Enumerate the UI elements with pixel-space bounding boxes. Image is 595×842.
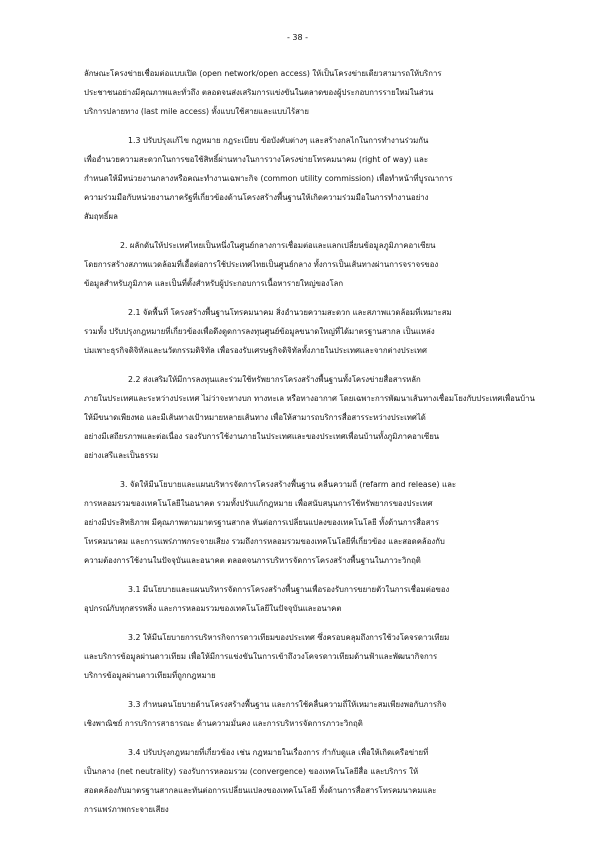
paragraph-open-network: ลักษณะโครงข่ายเชื่อมต่อแบบเปิด (open network/open access) ให้เป็นโครงข่ายเดียวสามารถให้บริการ ประชาชนอย่างมีคุณภาพและทั่วถึง ตลอดจนส่งเสริมการแข่งขันในตลาดของผู้ประกอบการรายใหม่ในส่วน บริการปลายทาง (last mile access) ทั้งแบบใช้สายและแบบไร้สาย — [84, 69, 442, 116]
paragraph-1-3: 1.3 ปรับปรุงแก้ไข กฎหมาย กฎระเบียบ ข้อบังคับต่างๆ และสร้างกลไกในการทำงานร่วมกัน เพื่ออำนวยความสะดวกในการขอใช้สิทธิ์ผ่านทางในการวางโครงข่ายโทรคมนาคม (right of way) และ กำหนดให้มีหน่วยงานกลางหรือคณะทำงานเฉพาะกิจ (common utility commission) เพื่อทำหน้าที่บูรณาการ ความร่วมมือกับหน่วยงานภาครัฐที่เกี่ยวข้องด้านโครงสร้างพื้นฐานให้เกิดความร่วมมือในการทำงานอย่าง สัมฤทธิ์ผล — [84, 136, 453, 221]
paragraph-2: 2. ผลักดันให้ประเทศไทยเป็นหนึ่งในศูนย์กลางการเชื่อมต่อและแลกเปลี่ยนข้อมูลภูมิภาคอาเซียน โดยการสร้างสภาพแวดล้อมที่เอื้อต่อการใช้ประเทศไทยเป็นศูนย์กลาง ทั้งการเป็นเส้นทางผ่านการจราจรของ ข้อมูลสำหรับภูมิภาค และเป็นที่ตั้งสำหรับผู้ประกอบการเนื้อหารายใหญ่ของโลก — [84, 241, 439, 288]
paragraph-3: 3. จัดให้มีนโยบายและแผนบริหารจัดการโครงสร้างพื้นฐาน คลื่นความถี่ (refarm and release) และ การหลอมรวมของเทคโนโลยีในอนาคต รวมทั้งปรับแก้กฎหมาย เพื่อสนับสนุนการใช้ทรัพยากรของประเทศ อย่างมีประสิทธิภาพ มีคุณภาพตามมาตรฐานสากล ทันต่อการเปลี่ยนแปลงของเทคโนโลยี ทั้งด้านการสื่อสาร โทรคมนาคม และการแพร่ภาพกระจายเสียง รวมถึงการหลอมรวมของเทคโนโลยีที่เกี่ยวข้อง และสอดคล้องกับ ความต้องการใช้งานในปัจจุบันและอนาคต ตลอดจนการบริหารจัดการโครงสร้างพื้นฐานในภาวะวิกฤติ — [84, 480, 457, 565]
paragraph-2-2: 2.2 ส่งเสริมให้มีการลงทุนและร่วมใช้ทรัพยากรโครงสร้างพื้นฐานทั้งโครงข่ายสื่อสารหลัก ภายในประเทศและระหว่างประเทศ ไม่ว่าจะทางบก ทางทะเล หรือทางอากาศ โดยเฉพาะการพัฒนาเส้นทางเชื่อมโยงกับประเทศเพื่อนบ้าน ให้มีขนาดเพียงพอ และมีเส้นทางเป้าหมายหลายเส้นทาง เพื่อให้สามารถบริการสื่อสารระหว่างประเทศได้ อย่างมีเสถียรภาพและต่อเนื่อง รองรับการใช้งานภายในประเทศและของประเทศเพื่อนบ้านทั้งภูมิภาคอาเซียน อย่างเสรีและเป็นธรรม — [84, 375, 535, 460]
paragraph-3-4: 3.4 ปรับปรุงกฎหมายที่เกี่ยวข้อง เช่น กฎหมายในเรื่องการ กำกับดูแล เพื่อให้เกิดเครือข่ายที่ เป็นกลาง (net neutrality) รองรับการหลอมรวม (convergence) ของเทคโนโลยีสื่อ และบริการ ให้ สอดคล้องกับมาตรฐานสากลและทันต่อการเปลี่ยนแปลงของเทคโนโลยี ทั้งด้านการสื่อสารโทรคมนาคมและ การแพร่ภาพกระจายเสียง — [84, 748, 437, 814]
paragraph-3-2: 3.2 ให้มีนโยบายการบริหารกิจการดาวเทียมของประเทศ ซึ่งครอบคลุมถึงการใช้วงโคจรดาวเทียม และบริการข้อมูลผ่านดาวเทียม เพื่อให้มีการแข่งขันในการเข้าถึงวงโคจรดาวเทียมด้านฟ้าและพัฒนากิจการ บริการข้อมูลผ่านดาวเทียมที่ถูกกฎหมาย — [84, 633, 450, 680]
paragraph-3-3: 3.3 กำหนดนโยบายด้านโครงสร้างพื้นฐาน และการใช้คลื่นความถี่ให้เหมาะสมเพียงพอกับภารกิจ เชิงพาณิชย์ การบริการสาธารณะ ด้านความมั่นคง และการบริหารจัดการภาวะวิกฤติ — [84, 700, 447, 728]
document-body — [84, 64, 537, 829]
page-number: - 38 - — [286, 33, 309, 42]
paragraph-2-1: 2.1 จัดพื้นที่ โครงสร้างพื้นฐานโทรคมนาคม สิ่งอำนวยความสะดวก และสภาพแวดล้อมที่เหมาะสม รวมทั้ง ปรับปรุงกฎหมายที่เกี่ยวข้องเพื่อดึงดูดการลงทุนศูนย์ข้อมูลขนาดใหญ่ที่ได้มาตรฐานสากล เป็นแหล่ง บ่มเพาะธุรกิจดิจิทัลและนวัตกรรมดิจิทัล เพื่อรองรับเศรษฐกิจดิจิทัลทั้งภายในประเทศและจากต่างประเทศ — [84, 308, 452, 355]
paragraph-3-1: 3.1 มีนโยบายและแผนบริหารจัดการโครงสร้างพื้นฐานเพื่อรองรับการขยายตัวในการเชื่อมต่อของ อุปกรณ์กับทุกสรรพสิ่ง และการหลอมรวมของเทคโนโลยีในปัจจุบันและอนาคต — [84, 585, 450, 613]
